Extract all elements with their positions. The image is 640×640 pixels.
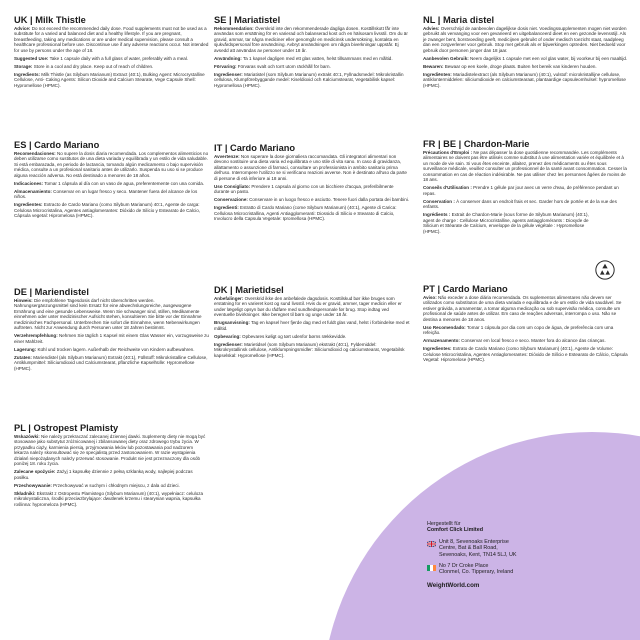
section-title: PL | Ostropest Plamisty [14,423,119,433]
advice-text: Avvertenze: Non superare la dose giornaliera raccomandata. Gli integratori alimentari non devono sostituire una dieta varia ed equilibrata e uno stile di vita sano. In caso di gravidanza, allattamento o assunzione di farmaci, consultare un professionista in ambito sanitario prima dell'uso. Interrompere l'utilizzo se si verificano reazioni avverse. Non è destinato all'uso da parte di persone di età inferiore ai 18 anni. [214,154,407,181]
suggested-use-text: Verzehrempfehlung: Nehmen Sie täglich 1 Kapsel mit einem Glas Wasser ein, vorzugsweise zu einer Mahlzeit. [14,333,209,344]
storage-text: Lagerung: Kühl und trocken lagern. Außerhalb der Reichweite von Kindern aufbewahren. [14,346,195,352]
section-pt [423,284,628,365]
ingredients-text: Ingredients: Milk Thistle (as Silybum Marianum) Extract (40:1), Bulking Agent: Microcrystalline Cellulose, Anti- Caking Agents: Silicon Dioxide and Calcium Stearate, Vege Capsule Shell: Hypromellose (HPMC). [14,71,205,88]
section-title: SE | Mariatistel [214,15,281,25]
suggested-use-text: Uso Recomendado: Tomar 1 cápsula por dia com um copo de água, de preferência com uma refeição. [423,324,614,336]
section-pl [14,423,209,510]
section-title: FR | BE | Chardon-Marie [423,139,530,149]
advice-text: Recomendaciones: No supere la dosis diaria recomendada. Los complementos alimenticios no deben utilizarse como sustitutos de una dieta variada y equilibrada y un estilo de vida saludable. Si está embarazada, en periodo de lactancia, tomando algún medicamento o bajo supervisión médica, consulte a un profesional sanitario antes de utilizarlo. Suspenda su uso si se produce alguna reacción adversa. No está destinado a menores de 18 años. [14,151,209,178]
ireland-flag-icon [427,565,436,571]
section-title: ES | Cardo Mariano [14,140,100,150]
storage-text: Conservation : À conserver dans un endroit frais et sec. Garder hors de portée et de la vue des enfants. [423,198,617,210]
section-uk [14,15,209,91]
ingredients-text: Ingrediënten: Mariadistelextract (als Silybum Marianum) (40:1), vulstof: microkristallijne cellulose, antiklontermiddelen: siliciumdioxide en calciumstearaat, plantaardige capsuleomhulsel: hypromellose (HPMC). [423,71,626,88]
suggested-use-text: Uso Consigliato: Prendere 1 capsula al giorno con un bicchiere d'acqua, preferibilmente durante un pasto. [214,183,394,195]
suggested-use-text: Conseils d'Utilisation : Prendre 1 gélule par jour avec un verre d'eau, de préférence pendant un repas. [423,185,619,196]
storage-text: Storage: Store in a cool and dry place. Keep out of reach of children. [14,63,154,69]
storage-text: Opbevaring: Opbevares køligt og tørt udenfor børns rækkevidde. [214,333,347,339]
section-title: NL | Maria distel [423,15,495,25]
ingredients-text: Ingredientes: Extrato de Cardo Mariano (como Silybum Marianum) (40:1), Agente de Volume: Celulose Microcristalina, Agentes Antiaglomerantes: Dióxido de Silício e Estearato de Cálcio, Cápsula Vegetal: Hipromelose (HPMC). [423,346,628,363]
section-nl [423,15,628,91]
storage-text: Przechowywanie: Przechowywać w suchym i chłodnym miejscu, z dala od dzieci. [14,482,180,488]
storage-text: Bewaren: Bewaar op een koele, droge plaats. Buiten het bereik van kinderen houden. [423,63,597,69]
section-dk [214,285,410,361]
uk-flag-icon [427,541,436,547]
advice-text: Advice: Do not exceed the recommended daily dose. Food supplements must not be used as a substitute for a varied and balanced diet and a healthy lifestyle. If you are pregnant, breastfeeding, taking any medications or are under medical supervision, please consult a healthcare professional before use. Discontinue use if any adverse reactions occur. Not intended for use by persons under the age of 18. [14,26,209,53]
storage-text: Almacenamiento: Conservar en un lugar fresco y seco. Mantener fuera del alcance de los niños. [14,188,198,200]
suggested-use-text: Suggested Use: Take 1 capsule daily with a full glass of water, preferably with a meal. [14,55,189,61]
section-title: PT | Cardo Mariano [423,284,508,294]
website-text: WeightWorld.com [427,581,480,589]
section-fr [423,139,628,237]
uk-address: Unit 8, Sevenoaks Enterprise Centre, Bat & Ball Road, Sevenoaks, Kent, TN14 5LJ, UK [427,539,577,558]
advice-text: Précautions d'Emploi : Ne pas dépasser la dose quotidienne recommandée. Les compléments alimentaires ne doivent pas être utilisés comme substitut à une alimentation variée et équilibrée et à un mode de vie sain. Si vous êtes enceinte, allaitez, prenez des médicaments ou êtes sous surveillance médicale, veuillez consulter un professionnel de la santé avant consommation. Cesser la consommation en cas de réaction indésirable. Ne pas utiliser chez les personnes âgées de moins de 18 ans. [423,150,627,183]
storage-text: Förvaring: Förvaras svalt och torrt utom räckhåll för barn. [214,63,331,69]
suggested-use-text: Brugsanvisning: Tag en kapsel hver fjerde dag med et fuldt glas vand, helst i forbindelse med et måltid. [214,320,410,331]
section-de [14,287,209,374]
ingredients-text: Ingredienser: Mariatistel (som Silybum Marianum) extrakt 40:1, Fyllnadsmedel: Mikrokristallin cellulosa, Klumpförebyggande medel: Kiseldioxid och Kalciumstearat, Vegetabilisk kapsel: Hypromellosa (HPMC). [214,71,404,88]
advice-text: Aviso: Não exceder a dose diária recomendada. Os suplementos alimentares não devem ser utilizados como substitutos de uma dieta variada e equilibrada e de um estilo de vida saudável. Se estiver grávida, a amamentar, a tomar alguma medicação ou sob supervisão médica, consulte um profissional de saúde antes de utilizar. Em caso de reações adversas, interrompa o uso. Não se destina a menores de 18 anos. [423,295,622,322]
ireland-address: No 7 Dr Croke Place Clonmel, Co. Tipperary, Ireland [427,563,577,576]
suggested-use-text: Indicaciones: Tomar 1 cápsula al día con un vaso de agua, preferentemente con una comida. [14,180,204,186]
advice-text: Hinweis: Die empfohlene Tagesdosis darf nicht überschritten werden. Nahrungsergänzungsmittel sind kein Ersatz für eine abwechslungsreiche, ausgewogene Ernährung und eine gesunde Lebensweise. Wenn Sie schwanger sind, stillen, Medikamente einnehmen oder unter medizinischer Aufsicht stehen, konsultieren Sie bitte vor der Einnahme medizinisches Fachpersonal. Unterbrechen Sie sofort die Einnahme, wenn Nebenwirkungen auftreten. Nicht zur Anwendung durch Personen unter 18 Jahren bestimmt. [14,298,202,331]
ingredients-text: Ingrédients : Extrait de Chardon-Marie (sous forme de Silybum Marianum) (40:1), agent de charge : Cellulose Microcristalline, agents antiagglomérants : Dioxyde de Silicium et Stéarate de Calcium, enveloppe de la gélule végétale : Hypromellose (HPMC). [423,212,589,234]
ingredients-text: Ingredientes: Extracto de Cardo Mariano (como Silybum Marianum) 40:1, Agente de carga: Celulosa Microcristalina, Agentes antiaglomerantes: Dióxido de Silicio y Estearato de Calcio, Cápsula vegetal: Hipromelosa (HPMC). [14,202,201,219]
storage-text: Conservazione: Conservare in un luogo fresco e asciutto. Tenere fuori dalla portata dei bambini. [214,197,410,203]
recycle-icon [595,260,615,280]
suggested-use-text: Zalecane spożycie: Zażyj 1 kapsułkę dziennie z pełną szklanką wody, najlepiej podczas posiłku. [14,469,193,480]
ingredients-text: Ingredienser: Marietidsel (som Silybum Marianum) ekstrakt (40:1), Fyldemiddel: Mikrokrystallinsk cellulose, Antiklumpningsmidler: Siliciumdioxid og calciumstearat, Vegetabilsk kapselskal: Hypromellose (HPMC). [214,341,405,358]
section-title: IT | Cardo Mariano [214,143,296,153]
made-for-text: Hergestellt für [427,521,461,527]
section-title: UK | Milk Thistle [14,15,86,25]
suggested-use-text: Aanbevolen Gebruik: Neem dagelijks 1 capsule met een vol glas water, bij voorkeur bij een maaltijd. [423,55,628,61]
section-se [214,15,410,91]
section-title: DK | Marietidsel [214,285,284,295]
ingredients-text: Składniki: Ekstrakt z Ostropestu Plamistego (Silybum Marianum) (40:1), wypełniacz: celuloza mikrokrystaliczna, środki przeciwzbrylające: dwutlenek krzemu i stearynian wapnia, kapsułka roślinna: hypromeloza (HPMC). [14,490,204,507]
advice-text: Anbefalinger: Overskrid ikke den anbefalede dagsdosis. Kosttilskud bør ikke bruges som erstatning for en varieret kost og sund livsstil. Hvis du er gravid, ammer, tager medicin eller er under lægeligt opsyn bør du rådføre med sundhedspersonale før brug. Stop indtag ved eventuelle bivirkninger. Ikke beregnet til børn og unge under 18 år. [214,296,402,318]
section-title: DE | Mariendistel [14,287,89,297]
section-it [214,143,410,224]
ingredients-text: Ingredienti: Estratto di Cardo Mariano (come Silybum Marianum) (40:1), Agente di Carica: Cellulosa Microcristallina, Agenti Antiagglomeranti: Diossido di Silicio e Stearato di Calcio, Involucro della Capsula Vegetale: Ipromellosa (HPMC). [214,205,397,222]
storage-text: Armazenamento: Conservar em local fresco e seco. Manter fora do alcance das crianças. [423,338,606,344]
advice-text: Advies: Overschrijd de aanbevolen dagelijkse dosis niet. Voedingssupplementen mogen niet worden gebruikt als vervanging voor een gevarieerd en uitgebalanceerd dieet en een gezonde levensstijl. Als je zwanger bent, borstvoeding geeft, medicijnen gebruikt of onder medisch toezicht staat, raadpleeg dan een zorgverlener voor gebruik. Stop met gebruik als er bijwerkingen optreden. Niet bedoeld voor gebruik door personen jonger dan 18 jaar. [423,26,627,53]
suggested-use-text: Användning: Ta 1 kapsel dagligen med ett glas vatten, helst tillsammans med en måltid. [214,55,393,61]
ingredients-text: Zutaten: Mariendistel (als Silybum Marianum) Extrakt (40:1), Füllstoff: Mikrokristalline Cellulose, Antiklumpmittel: Siliciumdioxid und Calciumstearat, pflanzliche Kapselhülle: Hypromellose (HPMC). [14,354,208,371]
section-es [14,140,209,221]
advice-text: Rekommendation: Överskrid inte den rekommenderade dagliga dosen. Kosttillskott får inte användas som ersättning för en varierad och balanserad kost och en hälsosam livsstil. Om du är gravid, ammar, tar några mediciner eller genomgår en medicinsk undersökning, kontakta en sjukvårdspersonal före användning. Avbryt användningen om några biverkningar uppstår. Ej avsedd att användas av personer under 18 år. [214,26,408,53]
company-name: Comfort Click Limited [427,527,484,534]
advice-text: Wskazówki: Nie należy przekraczać zalecanej dziennej dawki. Suplementy diety nie mogą być stosowane jako substytut zróżnicowanej i zbilansowanej diety oraz zdrowego trybu życia. W przypadku ciąży, karmienia piersią, przyjmowania leków lub pozostawania pod nadzorem lekarza należy skonsultować się ze specjalistą przed zastosowaniem. W razie wystąpienia działań niepożądanych należy przerwać stosowanie. Produkt nie jest przeznaczony dla osób poniżej 18. roku życia. [14,434,206,467]
manufacturer-info [427,521,577,589]
